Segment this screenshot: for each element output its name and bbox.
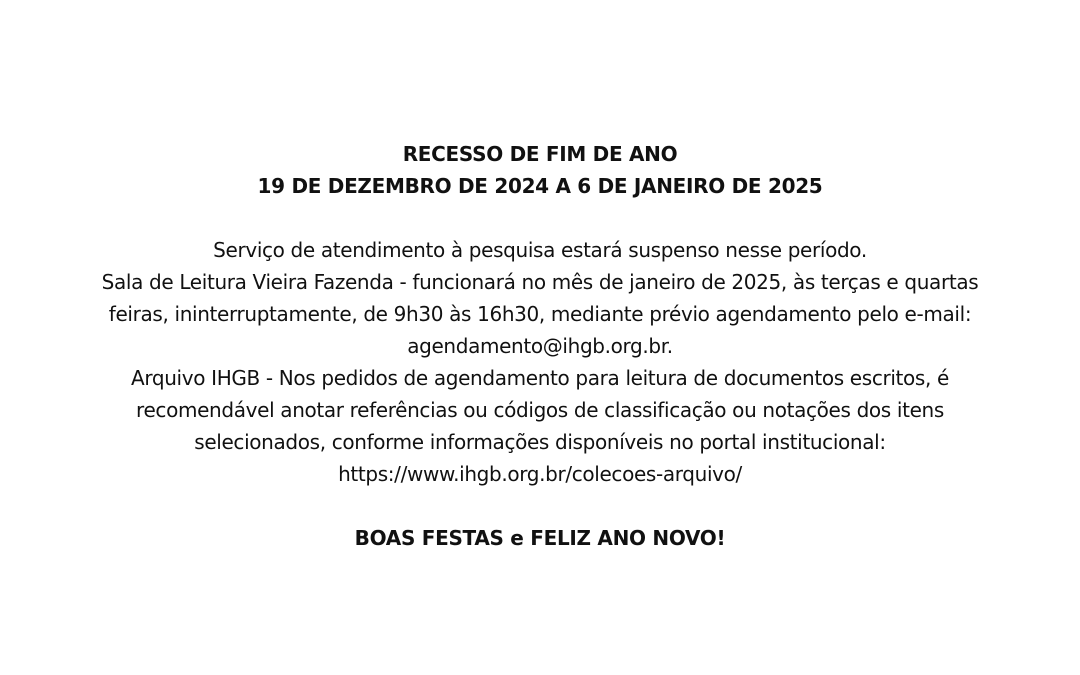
notice xyxy=(40,138,1040,554)
notice-heading xyxy=(40,138,1040,202)
notice-body-line: Arquivo IHGB - Nos pedidos de agendamento para leitura de documentos escritos, é xyxy=(131,366,949,390)
notice-body-line: recomendável anotar referências ou códigos de classificação ou notações dos itens xyxy=(136,398,944,422)
notice-closing: BOAS FESTAS e FELIZ ANO NOVO! xyxy=(354,526,726,550)
notice-body-line: selecionados, conforme informações disponíveis no portal institucional: xyxy=(194,430,886,454)
notice-body-line: Serviço de atendimento à pesquisa estará suspenso nesse período. xyxy=(213,238,867,262)
notice-body xyxy=(40,234,1040,490)
notice-body-line: Sala de Leitura Vieira Fazenda - funcionará no mês de janeiro de 2025, às terças e quartas xyxy=(101,270,979,294)
notice-body-line: feiras, ininterruptamente, de 9h30 às 16h30, mediante prévio agendamento pelo e-mail: xyxy=(108,302,972,326)
notice-email: agendamento@ihgb.org.br. xyxy=(407,334,673,358)
notice-url: https://www.ihgb.org.br/colecoes-arquivo/ xyxy=(338,462,742,486)
notice-title: RECESSO DE FIM DE ANO xyxy=(402,142,678,166)
notice-date-range: 19 DE DEZEMBRO DE 2024 A 6 DE JANEIRO DE 2025 xyxy=(257,174,823,198)
